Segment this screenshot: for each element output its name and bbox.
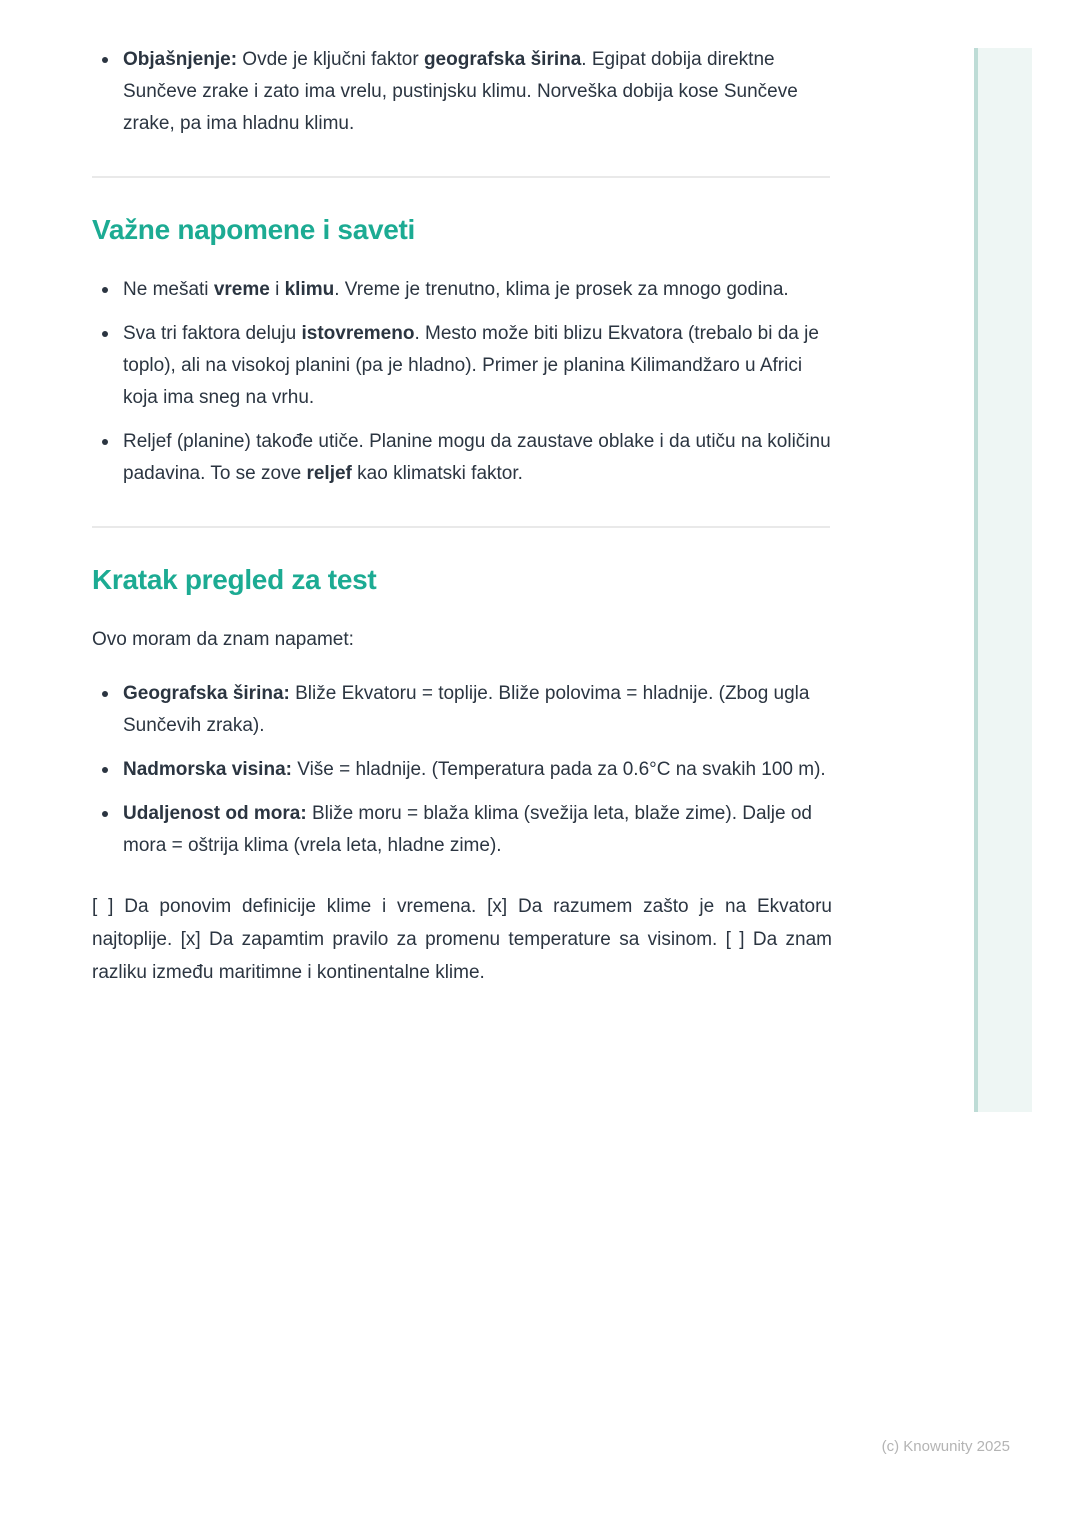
section-title-napomene: Važne napomene i saveti: [92, 214, 416, 245]
bold-text-segment: reljef: [306, 463, 352, 484]
right-accent-bar: [974, 48, 1032, 1112]
pregled-bullet-list: [92, 678, 832, 862]
note-content: [92, 44, 832, 989]
list-item: [92, 318, 832, 414]
text-segment: Ovde je ključni faktor: [237, 49, 424, 70]
list-item: [92, 426, 832, 490]
section-title-pregled: Kratak pregled za test: [92, 564, 377, 595]
bold-text-segment: Nadmorska visina:: [123, 759, 292, 780]
intro-paragraph: Ovo moram da znam napamet:: [92, 629, 354, 650]
bold-text-segment: vreme: [213, 279, 270, 300]
list-item: [92, 798, 832, 862]
text-segment: Više = hladnije. (Temperatura pada za 0.6°C na svakih 100 m).: [291, 759, 826, 780]
text-segment: Bliže Ekvatoru = toplije. Bliže polovima = hladnije. (Zbog ugla Sunčevih zraka).: [123, 683, 810, 736]
text-segment: . Mesto može biti blizu Ekvatora (trebalo bi da je toplo), ali na visokoj planini (pa je hladno). Primer je planina Kilimandžaro u Africi koja ima sneg na vrhu.: [123, 323, 819, 408]
divider: [92, 176, 830, 178]
text-segment: Bliže moru = blaža klima (svežija leta, blaže zime). Dalje od mora = oštrija klima (vrela leta, hladne zime).: [123, 803, 812, 856]
divider: [92, 526, 830, 528]
text-segment: Sva tri faktora deluju: [123, 323, 302, 344]
list-item: [92, 754, 832, 786]
bold-text-segment: klimu: [284, 279, 335, 300]
text-segment: . Egipat dobija direktne Sunčeve zrake i zato ima vrelu, pustinjsku klimu. Norveška dobija kose Sunčeve zrake, pa ima hladnu klimu.: [123, 49, 798, 134]
text-segment: i: [269, 279, 285, 300]
bold-text-segment: Objašnjenje:: [123, 49, 238, 70]
list-item: [92, 274, 832, 306]
text-segment: Reljef (planine) takođe utiče. Planine mogu da zaustave oblake i da utiču na količinu padavina. To se zove: [123, 431, 831, 484]
bold-text-segment: Udaljenost od mora:: [123, 803, 307, 824]
text-segment: Ne mešati: [123, 279, 214, 300]
checklist-paragraph: [ ] Da ponovim definicije klime i vremena. [x] Da razumem zašto je na Ekvatoru najtoplije. [x] Da zapamtim pravilo za promenu temperature sa visinom. [ ] Da znam razliku između maritimne i kontinentalne klime.: [92, 896, 832, 983]
intro-bullet-list: [92, 44, 832, 140]
list-item: [92, 44, 832, 140]
napomene-bullet-list: [92, 274, 832, 490]
copyright-footer: (c) Knowunity 2025: [881, 1438, 1010, 1455]
text-segment: . Vreme je trenutno, klima je prosek za mnogo godina.: [334, 279, 789, 300]
list-item: [92, 678, 832, 742]
bold-text-segment: istovremeno: [301, 323, 415, 344]
bold-text-segment: geografska širina: [423, 49, 582, 70]
bold-text-segment: Geografska širina:: [123, 683, 290, 704]
text-segment: kao klimatski faktor.: [351, 463, 523, 484]
